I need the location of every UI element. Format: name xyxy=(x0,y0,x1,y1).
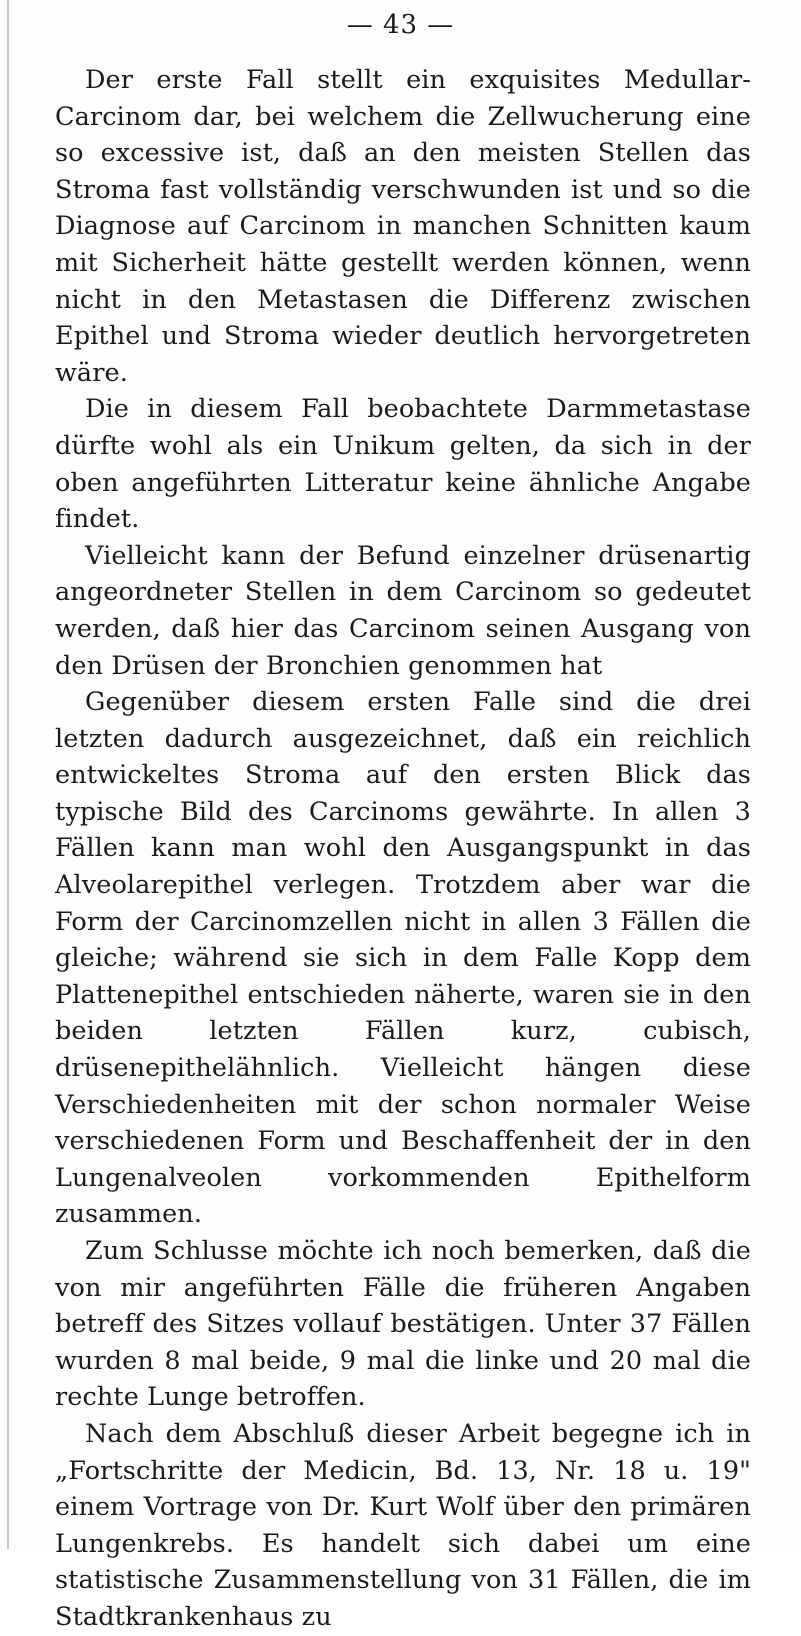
page-edge-rule xyxy=(7,0,9,1549)
paragraph-darmmetastase: Die in diesem Fall beobachtete Darmmetastase dürfte wohl als ein Unikum gelten, da sich in der oben angeführten Litteratur keine ähnliche Angabe findet. xyxy=(55,394,751,535)
page-number: — 43 — xyxy=(346,10,455,40)
body-text xyxy=(55,62,751,1636)
paragraph-nachtrag: Nach dem Abschluß dieser Arbeit begegne ich in „Fortschritte der Medicin, Bd. 13, Nr. 18 u. 19" einem Vortrage von Dr. Kurt Wolf über den primären Lungenkrebs. Es handelt sich dabei um eine statistische Zusammenstellung von 31 Fällen, die im Stadtkrankenhaus zu xyxy=(55,1418,751,1632)
paragraph-schluss: Zum Schlusse möchte ich noch bemerken, daß die von mir angeführten Fälle die früheren Angaben betreff des Sitzes vollauf bestätigen. Unter 37 Fällen wurden 8 mal beide, 9 mal die linke und 20 mal die rechte Lunge betroffen. xyxy=(55,1236,751,1413)
paragraph-druesen-befund: Vielleicht kann der Befund einzelner drüsenartig angeordneter Stellen in dem Carcinom so gedeutet werden, daß hier das Carcinom seinen Ausgang von den Drüsen der Bronchien genommen hat xyxy=(55,540,751,681)
paragraph-drei-faelle: Gegenüber diesem ersten Falle sind die drei letzten dadurch ausgezeichnet, daß ein reichlich entwickeltes Stroma auf den ersten Blick das typische Bild des Carcinoms gewährte. In allen 3 Fällen kann man wohl den Ausgangspunkt in das Alveolarepithel verlegen. Trotzdem aber war die Form der Carcinomzellen nicht in allen 3 Fällen die gleiche; während sie sich in dem Falle Kopp dem Plattenepithel entschieden näherte, waren sie in den beiden letzten Fällen kurz, cubisch, drüsenepithelähnlich. Vielleicht hängen diese Verschiedenheiten mit der schon normaler Weise verschiedenen Form und Beschaffenheit der in den Lungenalveolen vorkommenden Epithelform zusammen. xyxy=(55,687,751,1230)
paragraph-medullar-carcinom: Der erste Fall stellt ein exquisites Medullar-Carcinom dar, bei welchem die Zellwucherung eine so excessive ist, daß an den meisten Stellen das Stroma fast vollständig verschwunden ist und so die Diagnose auf Carcinom in manchen Schnitten kaum mit Sicherheit hätte gestellt werden können, wenn nicht in den Metastasen die Differenz zwischen Epithel und Stroma wieder deutlich hervorgetreten wäre. xyxy=(55,65,751,388)
